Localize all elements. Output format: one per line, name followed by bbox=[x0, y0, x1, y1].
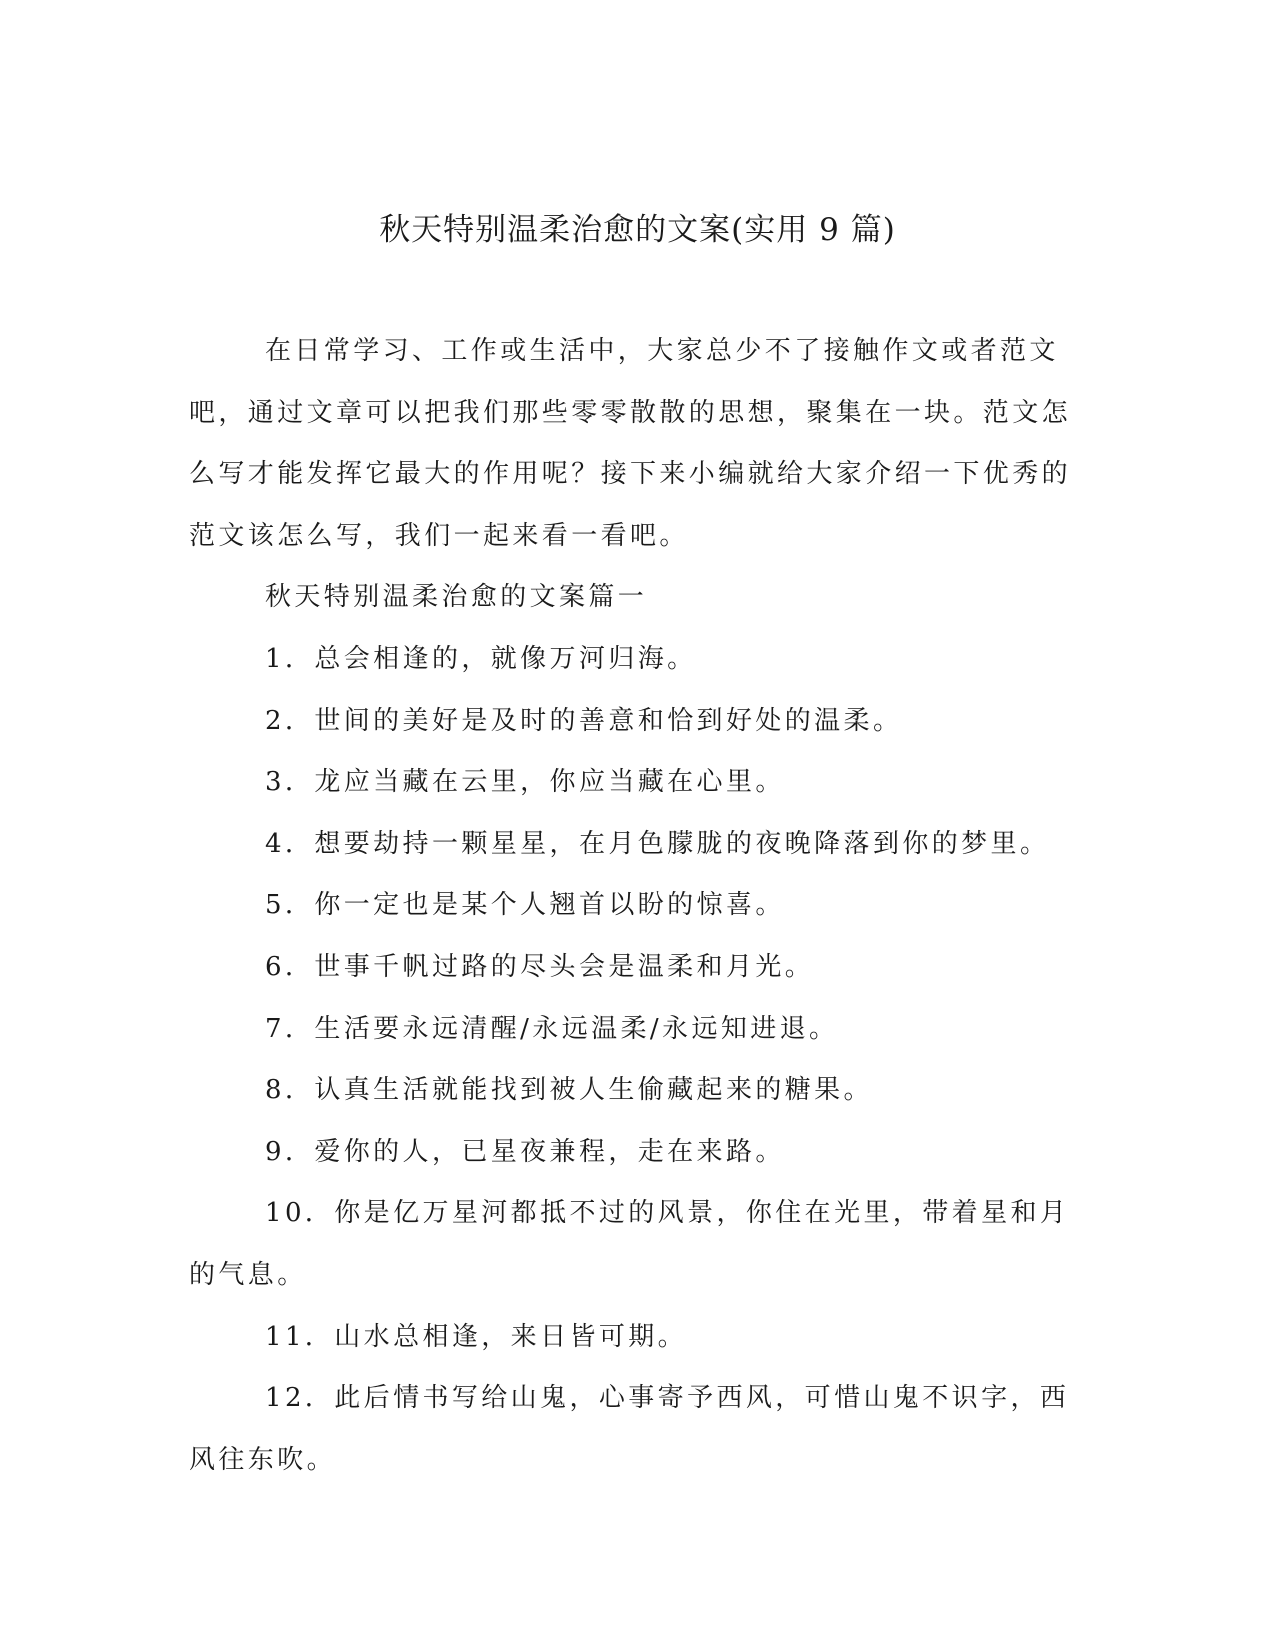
list-item: 9．爱你的人，已星夜兼程，走在来路。 bbox=[265, 1136, 785, 1167]
list-item: 3．龙应当藏在云里，你应当藏在心里。 bbox=[265, 767, 785, 798]
list-item: 12．此后情书写给山鬼，心事寄予西风，可惜山鬼不识字，西风往东吹。 bbox=[189, 1383, 1070, 1475]
list-item: 1．总会相逢的，就像万河归海。 bbox=[265, 643, 697, 674]
list-item: 11．山水总相逢，来日皆可期。 bbox=[265, 1321, 688, 1352]
list-item: 10．你是亿万星河都抵不过的风景，你住在光里，带着星和月的气息。 bbox=[189, 1198, 1070, 1290]
document-title: 秋天特别温柔治愈的文案(实用 9 篇) bbox=[379, 212, 896, 248]
list-item: 2．世间的美好是及时的善意和恰到好处的温柔。 bbox=[265, 705, 903, 736]
list-item: 5．你一定也是某个人翘首以盼的惊喜。 bbox=[265, 890, 785, 921]
document-body bbox=[189, 321, 1081, 1491]
list-item: 7．生活要永远清醒/永远温柔/永远知进退。 bbox=[265, 1013, 839, 1044]
list-item: 4．想要劫持一颗星星，在月色朦胧的夜晚降落到你的梦里。 bbox=[265, 828, 1050, 859]
list-item: 8．认真生活就能找到被人生偷藏起来的糖果。 bbox=[265, 1075, 873, 1106]
intro-paragraph: 在日常学习、工作或生活中，大家总少不了接触作文或者范文吧，通过文章可以把我们那些零零散散的思想，聚集在一块。范文怎么写才能发挥它最大的作用呢？接下来小编就给大家介绍一下优秀的范文该怎么写，我们一起来看一看吧。 bbox=[189, 336, 1072, 551]
list-item: 6．世事千帆过路的尽头会是温柔和月光。 bbox=[265, 951, 815, 982]
section-heading: 秋天特别温柔治愈的文案篇一 bbox=[265, 582, 648, 613]
